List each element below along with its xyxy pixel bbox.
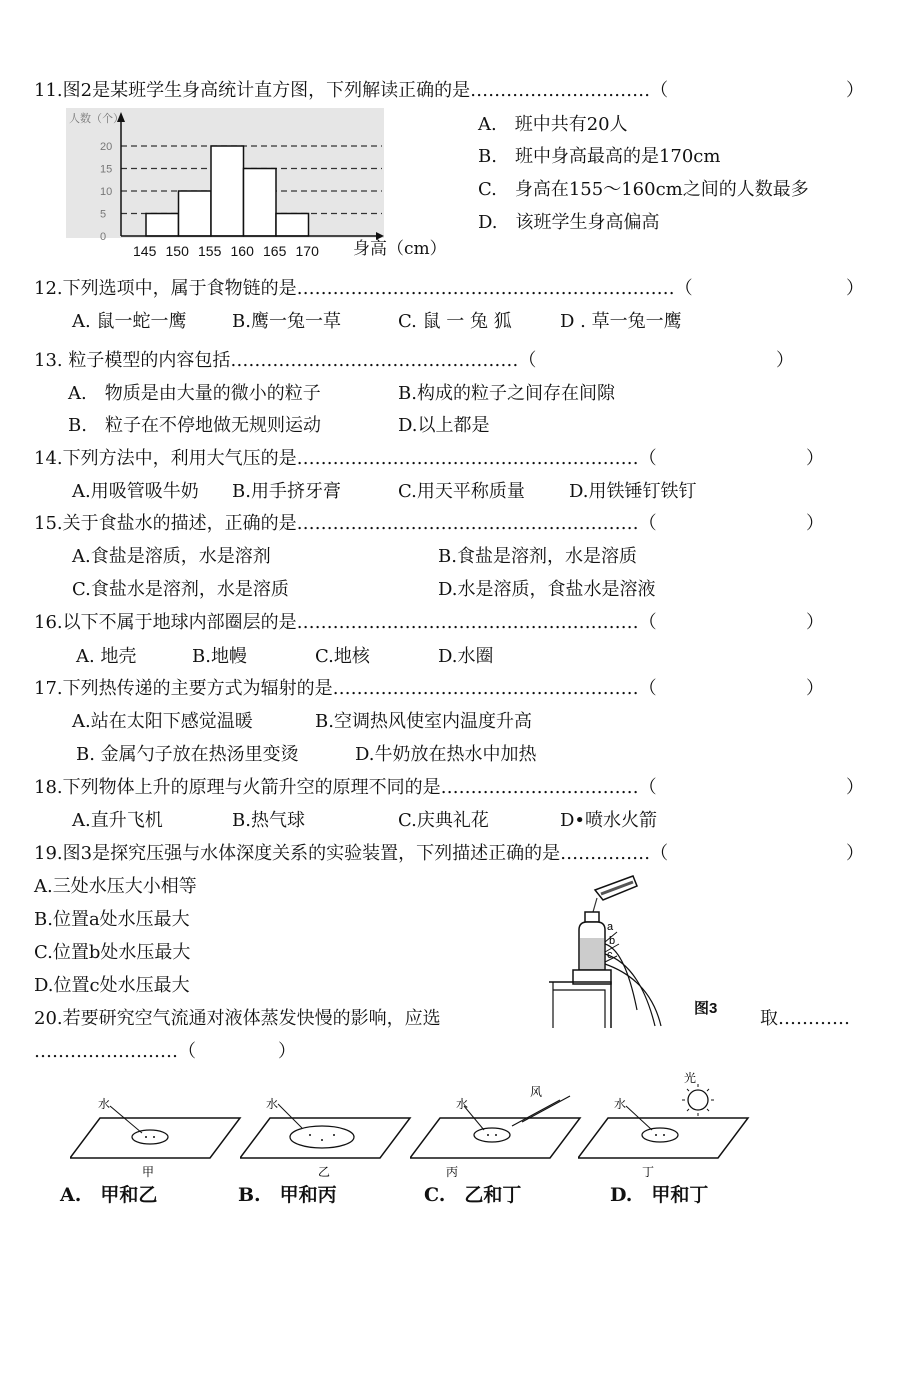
drop xyxy=(663,1134,665,1136)
q11-close-paren: ） xyxy=(846,80,864,101)
plate-jia-water-label: 水 xyxy=(98,1097,111,1111)
q17-option-d[interactable]: D.牛奶放在热水中加热 xyxy=(355,744,537,765)
q12-stem: 12.下列选项中，属于食物链的是………………………………………………………（ xyxy=(34,278,693,299)
q20-close-paren: ） xyxy=(278,1041,296,1062)
q16-stem: 16.以下不属于地球内部圈层的是…………………………………………………（ xyxy=(34,612,657,633)
q15-option-b[interactable]: B.食盐是溶剂，水是溶质 xyxy=(438,546,637,567)
q15-close-paren: ） xyxy=(806,513,824,534)
plate-ding-puddle xyxy=(642,1128,678,1142)
q19-close-paren: ） xyxy=(846,843,864,864)
histogram-bar-150-155 xyxy=(179,191,212,236)
q19-option-a[interactable]: A.三处水压大小相等 xyxy=(34,876,197,897)
drop xyxy=(153,1136,155,1138)
q14-stem: 14.下列方法中，利用大气压的是…………………………………………………（ xyxy=(34,448,657,469)
figure3-pressure-apparatus xyxy=(545,870,675,1030)
plate-bing-wind-label: 风 xyxy=(530,1085,543,1099)
plate-jia-caption: 甲 xyxy=(142,1165,155,1179)
plate-bing xyxy=(410,1080,585,1180)
q17-option-b[interactable]: B.空调热风使室内温度升高 xyxy=(315,711,532,732)
q20-option-b[interactable]: B. 甲和丙 xyxy=(238,1184,337,1206)
jet-b xyxy=(605,954,655,1026)
x-tick-170: 170 xyxy=(295,243,319,259)
q14-option-b[interactable]: B.用手挤牙膏 xyxy=(232,481,341,502)
drop xyxy=(333,1134,335,1136)
bottle-neck xyxy=(585,912,599,922)
plate-ding-water-label: 水 xyxy=(614,1097,627,1111)
q17-stem: 17.下列热传递的主要方式为辐射的是……………………………………………（ xyxy=(34,678,657,699)
q14-close-paren: ） xyxy=(806,448,824,469)
q19-option-d[interactable]: D.位置c处水压最大 xyxy=(34,975,190,996)
q17-option-a[interactable]: A.站在太阳下感觉温暖 xyxy=(72,711,253,732)
q15-stem: 15.关于食盐水的描述，正确的是…………………………………………………（ xyxy=(34,513,657,534)
height-histogram xyxy=(66,108,447,263)
water-stream xyxy=(593,898,597,912)
q14-option-a[interactable]: A.用吸管吸牛奶 xyxy=(72,481,199,502)
q18-stem: 18.下列物体上升的原理与火箭升空的原理不同的是……………………………（ xyxy=(34,777,657,798)
q11-option-d[interactable]: D. 该班学生身高偏高 xyxy=(478,212,660,233)
q15-option-d[interactable]: D.水是溶质，食盐水是溶液 xyxy=(438,579,656,600)
plate-bing-puddle xyxy=(474,1128,510,1142)
stand-frame xyxy=(553,982,605,1028)
y-tick-5: 5 xyxy=(100,208,107,221)
y-axis-label: 人数（个） xyxy=(69,113,124,125)
histogram-bar-165-170 xyxy=(276,214,309,237)
q13-option-b[interactable]: B.构成的粒子之间存在间隙 xyxy=(398,383,615,404)
q20-option-a[interactable]: A. 甲和乙 xyxy=(60,1184,158,1206)
x-tick-145: 145 xyxy=(133,243,157,259)
plate-jia xyxy=(70,1080,245,1180)
q13-close-paren: ） xyxy=(776,350,794,371)
q19-stem: 19.图3是探究压强与水体深度关系的实验装置，下列描述正确的是……………（ xyxy=(34,843,669,864)
y-tick-15: 15 xyxy=(100,163,113,176)
drop xyxy=(495,1134,497,1136)
q20-option-c[interactable]: C. 乙和丁 xyxy=(424,1184,522,1206)
x-tick-165: 165 xyxy=(263,243,287,259)
q19-option-b[interactable]: B.位置a处水压最大 xyxy=(34,909,190,930)
q20-stem-line2: ……………………（ xyxy=(34,1041,196,1062)
q16-option-b[interactable]: B.地幔 xyxy=(192,646,247,667)
drop xyxy=(321,1139,323,1141)
q11-option-a[interactable]: A. 班中共有20人 xyxy=(478,114,628,135)
q18-option-d[interactable]: D•喷水火箭 xyxy=(560,810,658,831)
q19-option-c[interactable]: C.位置b处水压最大 xyxy=(34,942,191,963)
q16-close-paren: ） xyxy=(806,612,824,633)
q11-option-b[interactable]: B. 班中身高最高的是170cm xyxy=(478,146,721,167)
q12-option-c[interactable]: C. 鼠 一 兔 狐 xyxy=(398,311,512,332)
x-axis-label: 身高（cm） xyxy=(353,239,447,259)
q16-option-a[interactable]: A. 地壳 xyxy=(76,646,137,667)
stand-support xyxy=(549,982,611,1028)
histogram-bar-145-150 xyxy=(146,214,179,237)
drop xyxy=(309,1134,311,1136)
histogram-bar-155-160 xyxy=(211,146,244,236)
drop xyxy=(487,1134,489,1136)
q11-stem: 11.图2是某班学生身高统计直方图，下列解读正确的是…………………………（ xyxy=(34,80,669,101)
q18-option-b[interactable]: B.热气球 xyxy=(232,810,305,831)
x-tick-150: 150 xyxy=(165,243,189,259)
q13-stem: 13. 粒子模型的内容包括…………………………………………（ xyxy=(34,350,537,371)
plate-ding-caption: 丁 xyxy=(642,1165,655,1179)
q15-option-c[interactable]: C.食盐水是溶剂，水是溶质 xyxy=(72,579,289,600)
q18-option-c[interactable]: C.庆典礼花 xyxy=(398,810,489,831)
q14-option-c[interactable]: C.用天平称质量 xyxy=(398,481,525,502)
point-label-a: a xyxy=(607,921,614,933)
q12-close-paren: ） xyxy=(846,278,864,299)
q14-option-d[interactable]: D.用铁锤钉铁钉 xyxy=(569,481,697,502)
figure3-label: 图3 xyxy=(694,1000,718,1017)
y-tick-0: 0 xyxy=(100,231,107,243)
bottle-water xyxy=(580,938,604,969)
histogram-bar-160-165 xyxy=(244,169,277,237)
drop xyxy=(145,1136,147,1138)
plate-yi xyxy=(240,1080,415,1180)
plate-yi-puddle xyxy=(290,1126,354,1148)
q13-option-c[interactable]: B. 粒子在不停地做无规则运动 xyxy=(68,415,321,436)
q13-option-a[interactable]: A. 物质是由大量的微小的粒子 xyxy=(68,383,321,404)
q13-option-d[interactable]: D.以上都是 xyxy=(398,415,490,436)
y-tick-10: 10 xyxy=(100,186,113,198)
q16-option-d[interactable]: D.水圈 xyxy=(438,646,494,667)
plate-bing-water-label: 水 xyxy=(456,1097,469,1111)
plate-jia-puddle xyxy=(132,1130,168,1144)
point-label-b: b xyxy=(609,935,616,947)
plate-yi-water-label: 水 xyxy=(266,1097,279,1111)
x-tick-155: 155 xyxy=(198,243,222,259)
q16-option-c[interactable]: C.地核 xyxy=(315,646,370,667)
x-tick-160: 160 xyxy=(230,243,254,259)
plate-ding-light-label: 光 xyxy=(684,1071,697,1085)
q17-option-c[interactable]: B. 金属勺子放在热汤里变烫 xyxy=(76,744,299,765)
plate-yi-caption: 乙 xyxy=(318,1165,331,1179)
drop xyxy=(655,1134,657,1136)
plate-bing-caption: 丙 xyxy=(446,1165,459,1179)
sun-icon xyxy=(682,1084,714,1116)
plate-ding xyxy=(578,1070,753,1180)
q20-option-d[interactable]: D. 甲和丁 xyxy=(610,1184,709,1206)
q15-option-a[interactable]: A.食盐是溶质，水是溶剂 xyxy=(72,546,271,567)
q12-option-a[interactable]: A. 鼠一蛇一鹰 xyxy=(72,311,187,332)
q12-option-b[interactable]: B.鹰一兔一草 xyxy=(232,311,341,332)
point-label-c: c xyxy=(607,949,613,961)
q11-option-c[interactable]: C. 身高在155～160cm之间的人数最多 xyxy=(478,179,809,200)
q20-stem: 20.若要研究空气流通对液体蒸发快慢的影响，应选 xyxy=(34,1008,441,1029)
q20-stem-tail: 取………… xyxy=(760,1008,850,1029)
q12-option-d[interactable]: D . 草一兔一鹰 xyxy=(560,311,682,332)
y-tick-20: 20 xyxy=(100,141,113,153)
q18-close-paren: ） xyxy=(846,777,864,798)
q17-close-paren: ） xyxy=(806,678,824,699)
q18-option-a[interactable]: A.直升飞机 xyxy=(72,810,163,831)
